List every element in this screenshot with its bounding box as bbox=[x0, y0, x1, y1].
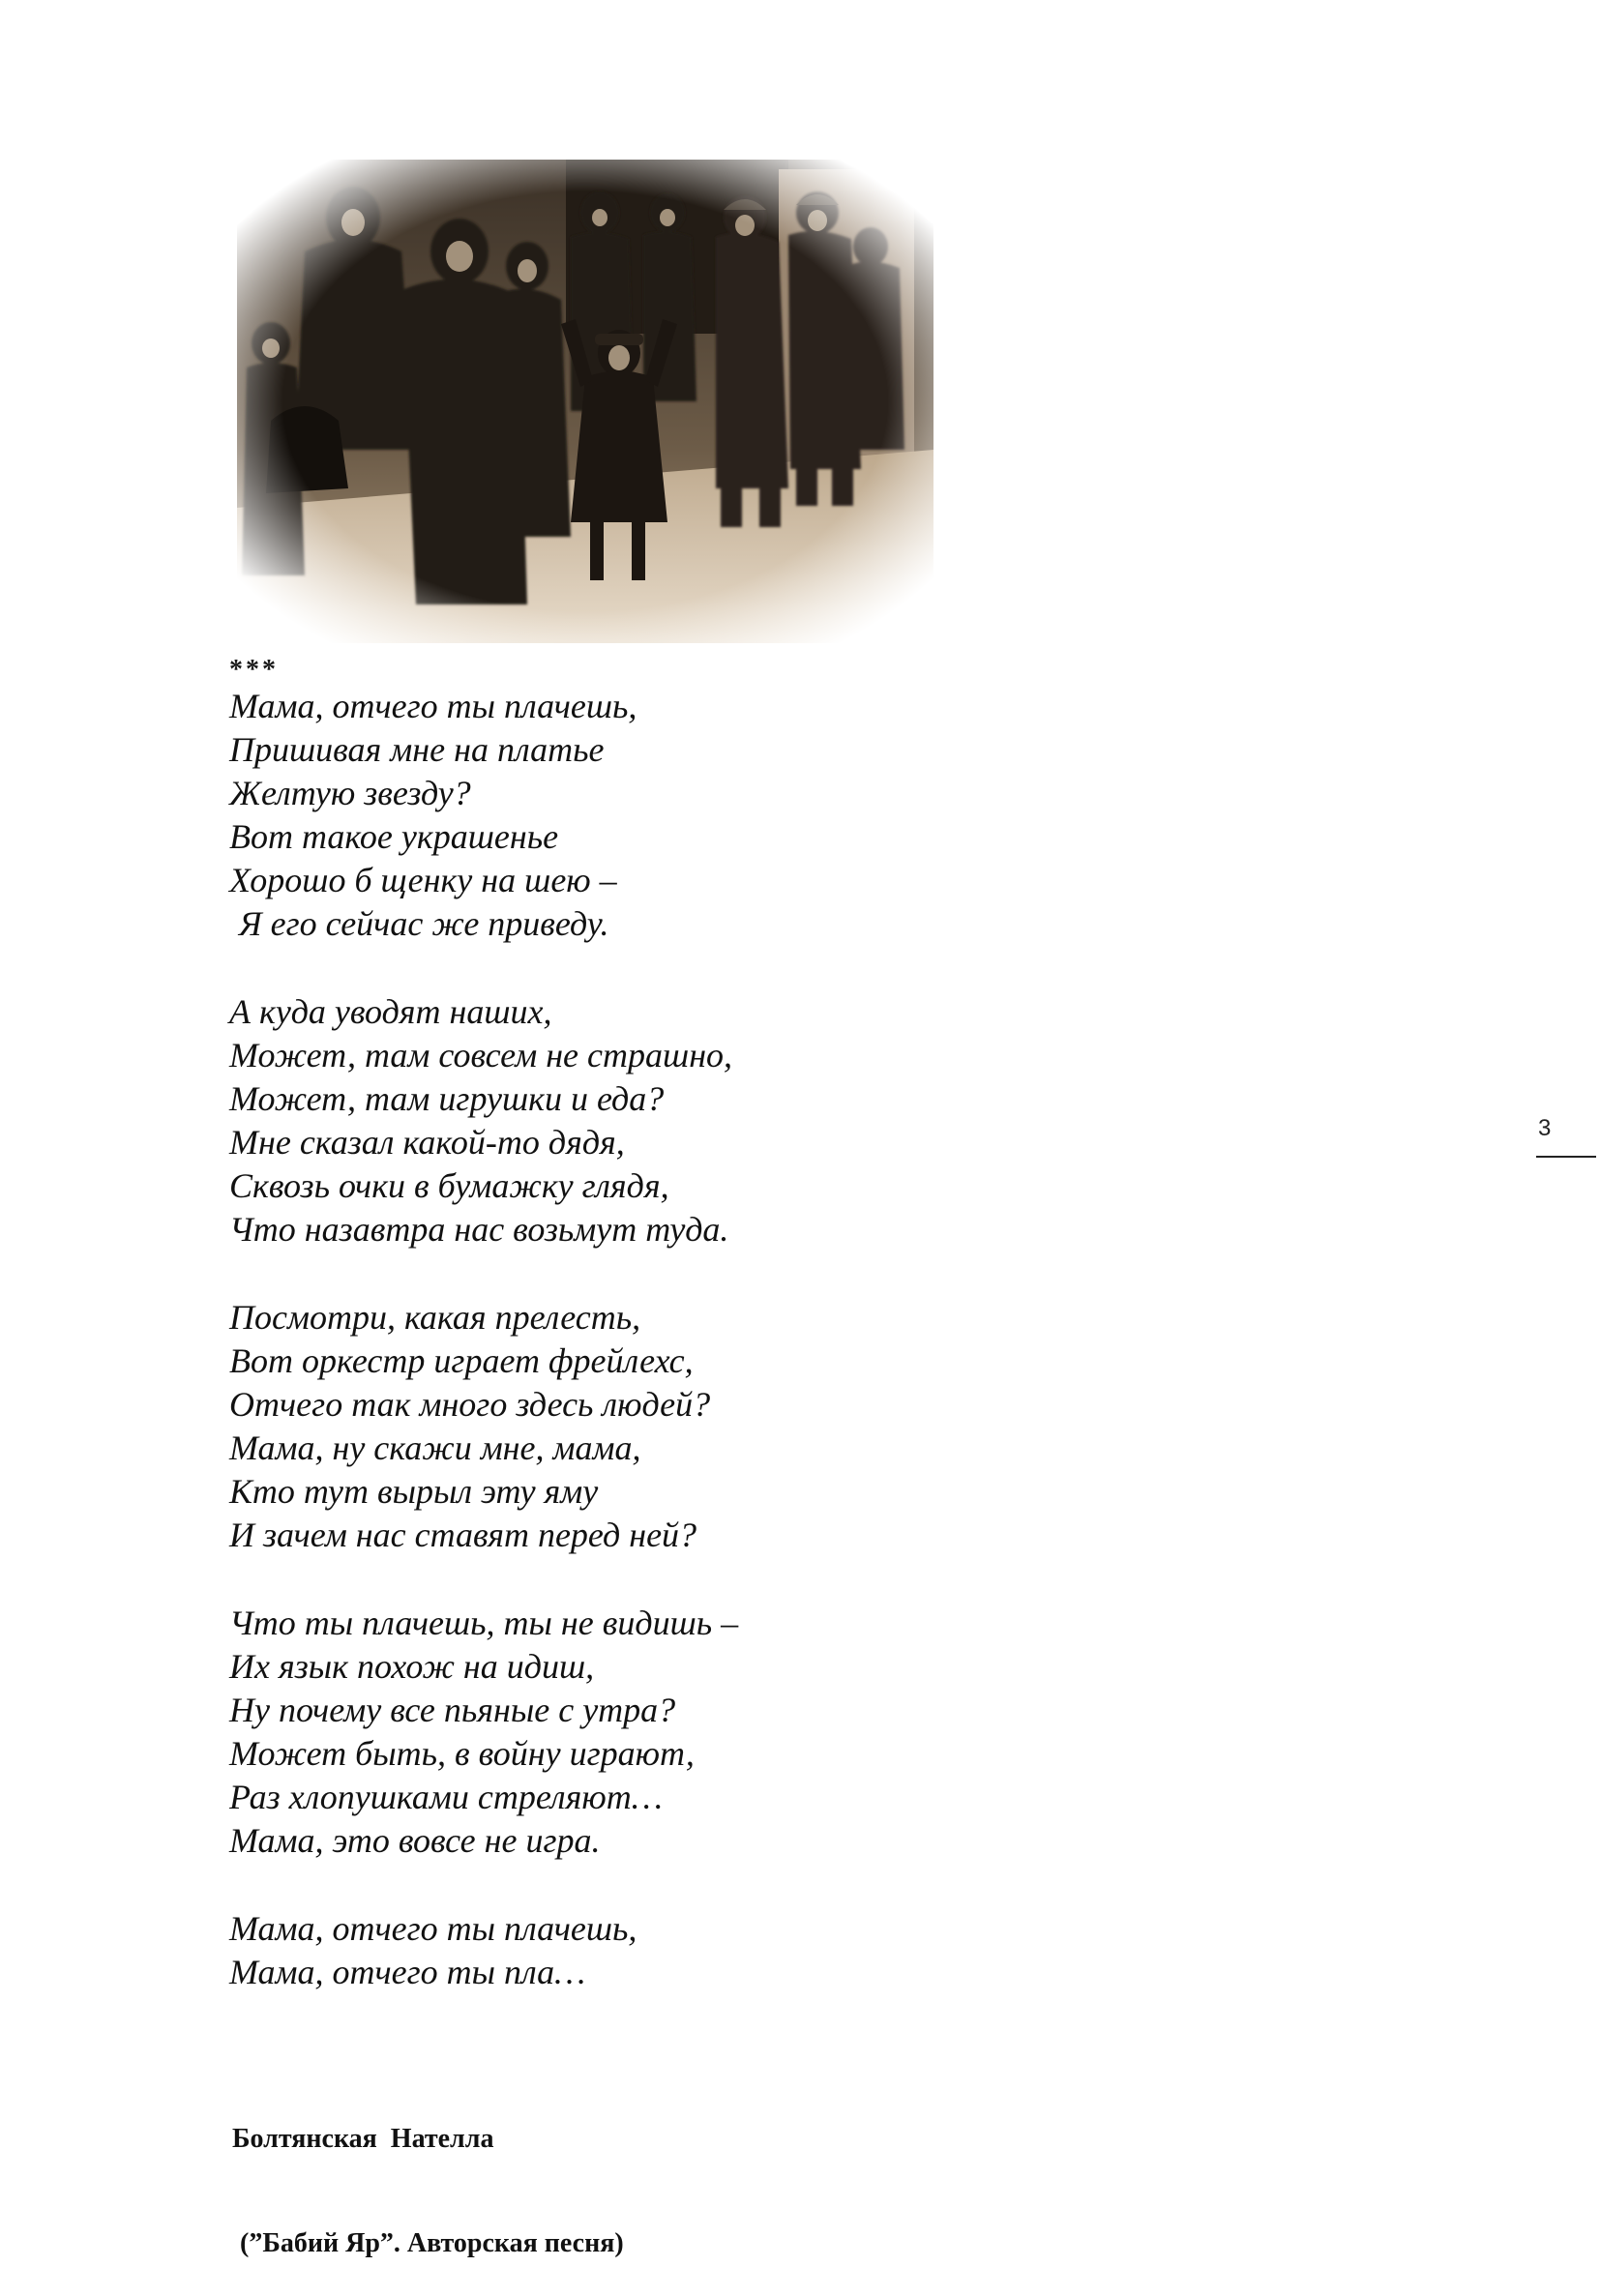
page-number: 3 bbox=[1538, 1115, 1552, 1141]
stanza-4 bbox=[229, 1602, 1100, 1863]
author-block bbox=[232, 2052, 624, 2296]
poem-line: Что ты плачешь, ты не видишь – bbox=[229, 1604, 739, 1642]
poem-line: Ну почему все пьяные с утра? bbox=[229, 1691, 676, 1729]
poem-line: Вот такое украшенье bbox=[229, 817, 559, 856]
poem-line: Их язык похож на идиш, bbox=[229, 1647, 595, 1686]
page-number-rule bbox=[1536, 1156, 1596, 1158]
poem-line: Сквозь очки в бумажку глядя, bbox=[229, 1166, 669, 1205]
poem-line: Мама, отчего ты плачешь, bbox=[229, 1909, 637, 1948]
poem-line: Мне сказал какой-то дядя, bbox=[229, 1123, 625, 1162]
stanza-1 bbox=[229, 685, 1100, 946]
stanza-3 bbox=[229, 1296, 1100, 1557]
photo-illustration bbox=[237, 160, 933, 643]
poem-line: Вот оркестр играет фрейлехс, bbox=[229, 1341, 694, 1380]
author-note: (”Бабий Яр”. Авторская песня) bbox=[240, 2228, 624, 2258]
poem bbox=[229, 656, 1100, 2039]
poem-separator: *** bbox=[229, 655, 279, 685]
poem-line: Может, там совсем не страшно, bbox=[229, 1036, 733, 1074]
stanza-5 bbox=[229, 1907, 1100, 1994]
poem-line: Пришивая мне на платье bbox=[229, 730, 605, 769]
poem-line: А куда уводят наших, bbox=[229, 992, 552, 1031]
author-name: Болтянская Нателла bbox=[232, 2124, 494, 2154]
poem-line: Я его сейчас же приведу. bbox=[239, 904, 609, 943]
poem-line: Мама, ну скажи мне, мама, bbox=[229, 1428, 641, 1467]
poem-line: Мама, отчего ты пла… bbox=[229, 1953, 586, 1991]
poem-line: Что назавтра нас возьмут туда. bbox=[229, 1210, 729, 1249]
poem-line: Может, там игрушки и еда? bbox=[229, 1079, 665, 1118]
poem-line: Отчего так много здесь людей? bbox=[229, 1385, 711, 1424]
historical-photo bbox=[237, 160, 933, 643]
poem-line: Посмотри, какая прелесть, bbox=[229, 1298, 641, 1337]
poem-line: И зачем нас ставят перед ней? bbox=[229, 1516, 697, 1554]
poem-line: Хорошо б щенку на шею – bbox=[229, 861, 617, 899]
poem-line: Желтую звезду? bbox=[229, 774, 471, 812]
poem-line: Может быть, в войну играют, bbox=[229, 1734, 695, 1773]
poem-line: Кто тут вырыл эту яму bbox=[229, 1472, 599, 1511]
stanza-2 bbox=[229, 990, 1100, 1251]
poem-line: Раз хлопушками стреляют… bbox=[229, 1778, 663, 1816]
poem-line: Мама, отчего ты плачешь, bbox=[229, 687, 637, 725]
poem-line: Мама, это вовсе не игра. bbox=[229, 1821, 601, 1860]
